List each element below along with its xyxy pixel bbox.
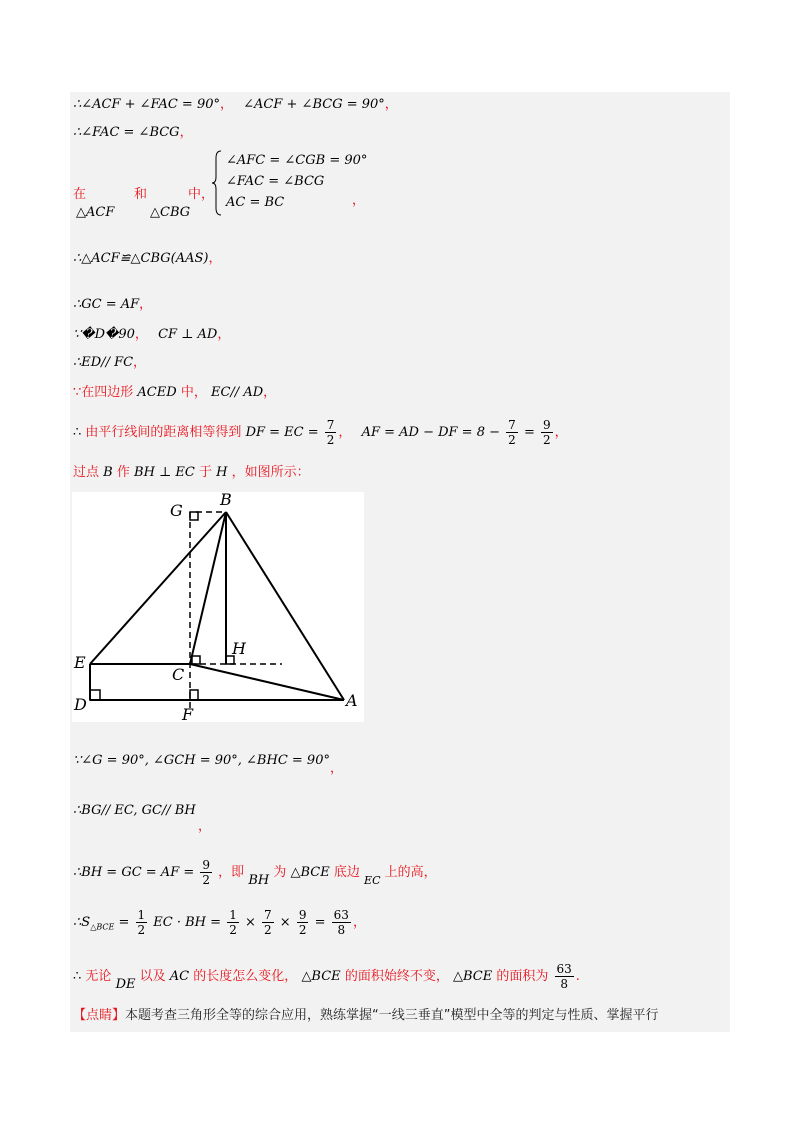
label-g: G: [170, 501, 183, 520]
text-zai: 在: [73, 187, 87, 202]
eq-cf-perp-ad: CF ⊥ AD: [158, 327, 218, 342]
line-11: ∵∠G = 90°, ∠GCH = 90°, ∠BHC = 90°，: [73, 753, 343, 776]
line-12-comma: ，: [198, 819, 212, 834]
eq-parallels: ∴BG// EC, GC// BH: [73, 803, 196, 818]
right-angle-g: [190, 512, 198, 520]
right-angle-c: [192, 656, 200, 664]
label-c: C: [172, 665, 185, 684]
label-a: A: [346, 691, 358, 710]
line-5: ∴GC = AF，: [73, 297, 153, 312]
condition-3: AC = BC: [226, 195, 285, 210]
eq-acf-bcg: ∠ACF + ∠BCG = 90°: [243, 97, 385, 112]
text-zhong: 中，: [188, 187, 215, 202]
geometry-figure: [72, 492, 364, 722]
frac-1-2-a: $\frac{1}{2}$: [137, 908, 146, 937]
line-4: ∴△ACF≌△CBG(AAS)，: [73, 251, 222, 266]
text-he: 和: [134, 187, 148, 202]
segment-bc: [190, 512, 226, 664]
comment-note: [73, 1004, 659, 1023]
line-9: ∴ 由平行线间的距离相等得到 DF = EC = $\frac{7}{2}$ ， AF = AD − DF = 8 − $\frac{7}{2}$ = $\frac{9}{2}$ ，: [73, 418, 568, 447]
line-7: ∴ED// FC，: [73, 355, 147, 370]
line-14: $\therefore S_{\triangle BCE}$ = $\frac{1}{2}$ EC · BH = $\frac{1}{2}$ × $\frac{7}{2}$ × $\frac{9}{2}$ = $\frac{63}{8}$ ，: [73, 908, 366, 937]
eq-fac-bcg: ∴∠FAC = ∠BCG: [73, 125, 180, 140]
congruence-conditions: [226, 150, 367, 213]
tri-cbg-label: △CBG: [150, 205, 191, 220]
line-8: ∵在四边形 ACED 中， EC// AD，: [73, 385, 277, 400]
text-parallel-distance: 由平行线间的距离相等得到: [85, 425, 242, 440]
frac-9-2-c: $\frac{9}{2}$: [298, 908, 307, 937]
segment-ba: [226, 512, 344, 700]
sys-comma: ，: [352, 193, 366, 208]
eq-af: AF = AD − DF = 8 −: [361, 425, 501, 440]
line-1: ∴∠ACF + ∠FAC = 90°， ∠ACF + ∠BCG = 90°，: [73, 97, 398, 112]
eq-bh-perp-ec: BH ⊥ EC: [134, 465, 195, 480]
segment-be: [90, 512, 226, 664]
line-12: [73, 802, 196, 820]
eq-angle-d: ∵�D�90: [73, 327, 135, 342]
segment-ca: [190, 664, 344, 700]
frac-9-2: $\frac{9}{2}$: [542, 418, 551, 447]
eq-congruent: ∴△ACF≌△CBG(AAS): [73, 251, 209, 266]
brace-icon: [212, 150, 222, 216]
quad-aced: ACED: [137, 385, 177, 400]
text-in-quadrilateral: ∵在四边形: [73, 385, 134, 400]
frac-7-2-c: $\frac{7}{2}$: [264, 908, 272, 937]
frac-9-2-b: $\frac{9}{2}$: [202, 858, 211, 887]
label-f: F: [182, 705, 194, 722]
line-2: ∴∠FAC = ∠BCG，: [73, 125, 193, 140]
label-d: D: [74, 695, 87, 714]
tri-acf-label: △ACF: [76, 205, 115, 220]
eq-ec-parallel-ad: EC// AD: [210, 385, 264, 400]
right-angle-f: [190, 690, 198, 700]
frac-7-2-a: $\frac{7}{2}$: [326, 418, 335, 447]
frac-63-8-a: $\frac{63}{8}$: [333, 908, 349, 937]
condition-2: ∠FAC = ∠BCG: [226, 174, 325, 189]
line-13: ∴BH = GC = AF = $\frac{9}{2}$ ，即 BH 为 △BCE 底边 $_{EC}$ 上的高，: [73, 858, 437, 888]
comment-tag: 【点睛】: [73, 1008, 126, 1023]
line-15: ∴ 无论 DE 以及 AC 的长度怎么变化， △BCE 的面积始终不变， △BCE 的面积为 $\frac{63}{8}$ .: [73, 962, 580, 992]
eq-df-ec: DF = EC =: [245, 425, 319, 440]
geometry-diagram: [72, 492, 364, 722]
eq-gc-af: ∴GC = AF: [73, 297, 140, 312]
label-h: H: [232, 639, 246, 658]
right-angle-d: [90, 690, 100, 700]
eq-ed-parallel-fc: ∴ED// FC: [73, 355, 134, 370]
comment-text: 本题考查三角形全等的综合应用，熟练掌握“一线三垂直”模型中全等的判定与性质、掌握平行: [125, 1008, 659, 1023]
line-3: [73, 186, 86, 204]
frac-63-8-b: $\frac{63}{8}$: [556, 962, 572, 991]
eq-bh-value: ∴BH = GC = AF =: [73, 865, 195, 880]
line-10: 过点 B 作 BH ⊥ EC 于 H ，如图所示：: [73, 465, 310, 480]
eq-acf-fac: ∴∠ACF + ∠FAC = 90°: [73, 97, 220, 112]
frac-7-2-b: $\frac{7}{2}$: [508, 418, 516, 447]
label-e: E: [74, 653, 86, 672]
eq-right-angles: ∵∠G = 90°, ∠GCH = 90°, ∠BHC = 90°: [73, 753, 330, 768]
frac-1-2-b: $\frac{1}{2}$: [229, 908, 237, 937]
condition-1: ∠AFC = ∠CGB = 90°: [226, 153, 368, 168]
line-6: ∵�D�90， CF ⊥ AD，: [73, 327, 231, 342]
label-b: B: [220, 492, 232, 509]
area-symbol: ∴S: [73, 915, 91, 930]
